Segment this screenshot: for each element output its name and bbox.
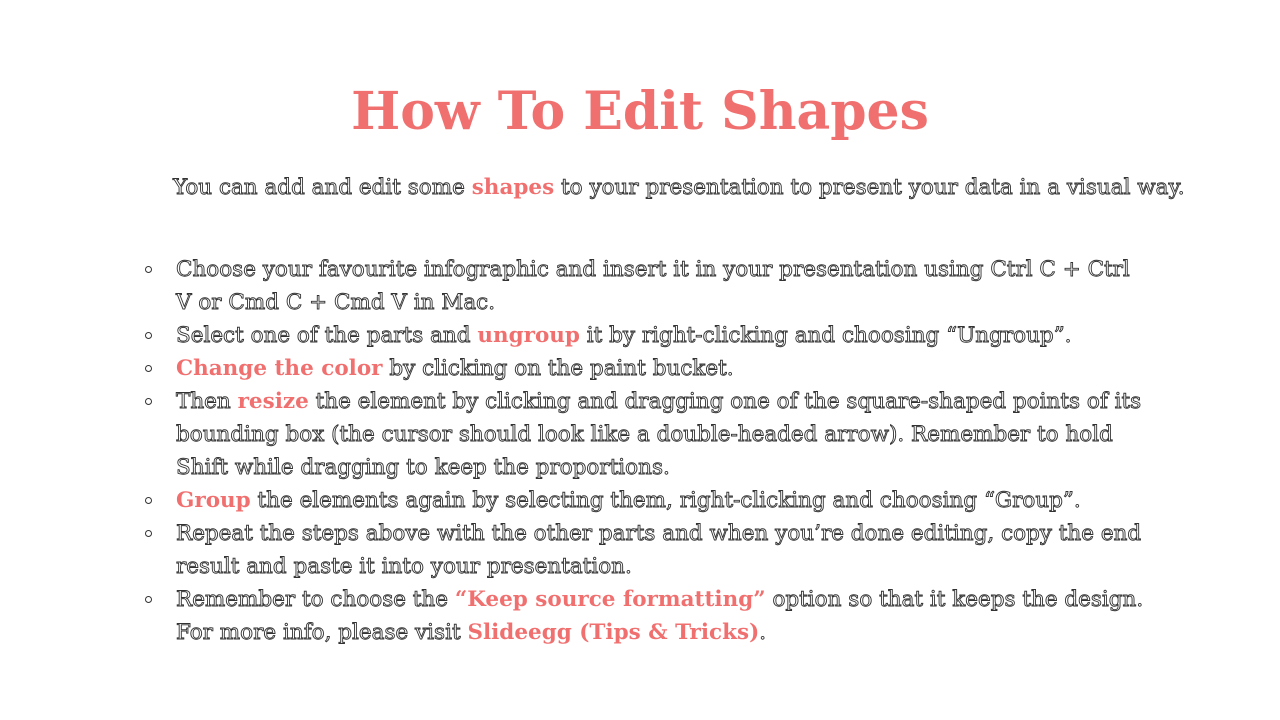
bullet-circle-icon bbox=[145, 398, 152, 405]
list-item-text: Select one of the parts and bbox=[176, 323, 478, 348]
list-item-text: . bbox=[759, 620, 767, 645]
list-item-text: by clicking on the paint bucket. bbox=[382, 356, 734, 381]
list-item-text: Choose your favourite infographic and insert it in your presentation using Ctrl C + Ctrl V or Cmd C + Cmd V in Mac. bbox=[176, 257, 1130, 315]
bullet-circle-icon bbox=[145, 530, 152, 537]
intro-text bbox=[173, 172, 1253, 204]
list-item-text: option so that it keeps the design. For more info, please visit bbox=[176, 587, 1144, 645]
list-item-text: Then bbox=[176, 389, 238, 414]
list-item bbox=[176, 319, 1146, 352]
intro-highlight-shapes: shapes bbox=[471, 175, 555, 200]
list-item-text: Repeat the steps above with the other parts and when you’re done editing, copy the end result and paste it into your presentation. bbox=[176, 521, 1142, 579]
instruction-list bbox=[176, 253, 1146, 649]
highlight-text: “Keep source formatting” bbox=[454, 587, 766, 612]
bullet-circle-icon bbox=[145, 332, 152, 339]
highlight-text: Slideegg (Tips & Tricks) bbox=[467, 620, 760, 645]
list-item bbox=[176, 484, 1146, 517]
slide-title: How To Edit Shapes bbox=[351, 81, 929, 142]
list-item bbox=[176, 352, 1146, 385]
list-item-text: Remember to choose the bbox=[176, 587, 455, 612]
list-item-text: the element by clicking and dragging one of the square-shaped points of its bounding box (the cursor should look like a double-headed arrow). Remember to hold Shift while dragging to keep the proportions. bbox=[176, 389, 1142, 480]
intro-text-after: to your presentation to present your data in a visual way. bbox=[554, 175, 1185, 200]
highlight-text: resize bbox=[237, 389, 309, 414]
list-item bbox=[176, 517, 1146, 583]
highlight-text: ungroup bbox=[477, 323, 580, 348]
list-item bbox=[176, 253, 1146, 319]
bullet-circle-icon bbox=[145, 497, 152, 504]
bullet-circle-icon bbox=[145, 596, 152, 603]
intro-text-before: You can add and edit some bbox=[173, 175, 472, 200]
bullet-circle-icon bbox=[145, 365, 152, 372]
highlight-text: Group bbox=[176, 488, 251, 513]
list-item-text: the elements again by selecting them, right-clicking and choosing “Group”. bbox=[250, 488, 1081, 513]
list-item-text: it by right-clicking and choosing “Ungroup”. bbox=[579, 323, 1072, 348]
bullet-circle-icon bbox=[145, 266, 152, 273]
list-item bbox=[176, 385, 1146, 484]
highlight-text: Change the color bbox=[176, 356, 383, 381]
list-item bbox=[176, 583, 1146, 649]
